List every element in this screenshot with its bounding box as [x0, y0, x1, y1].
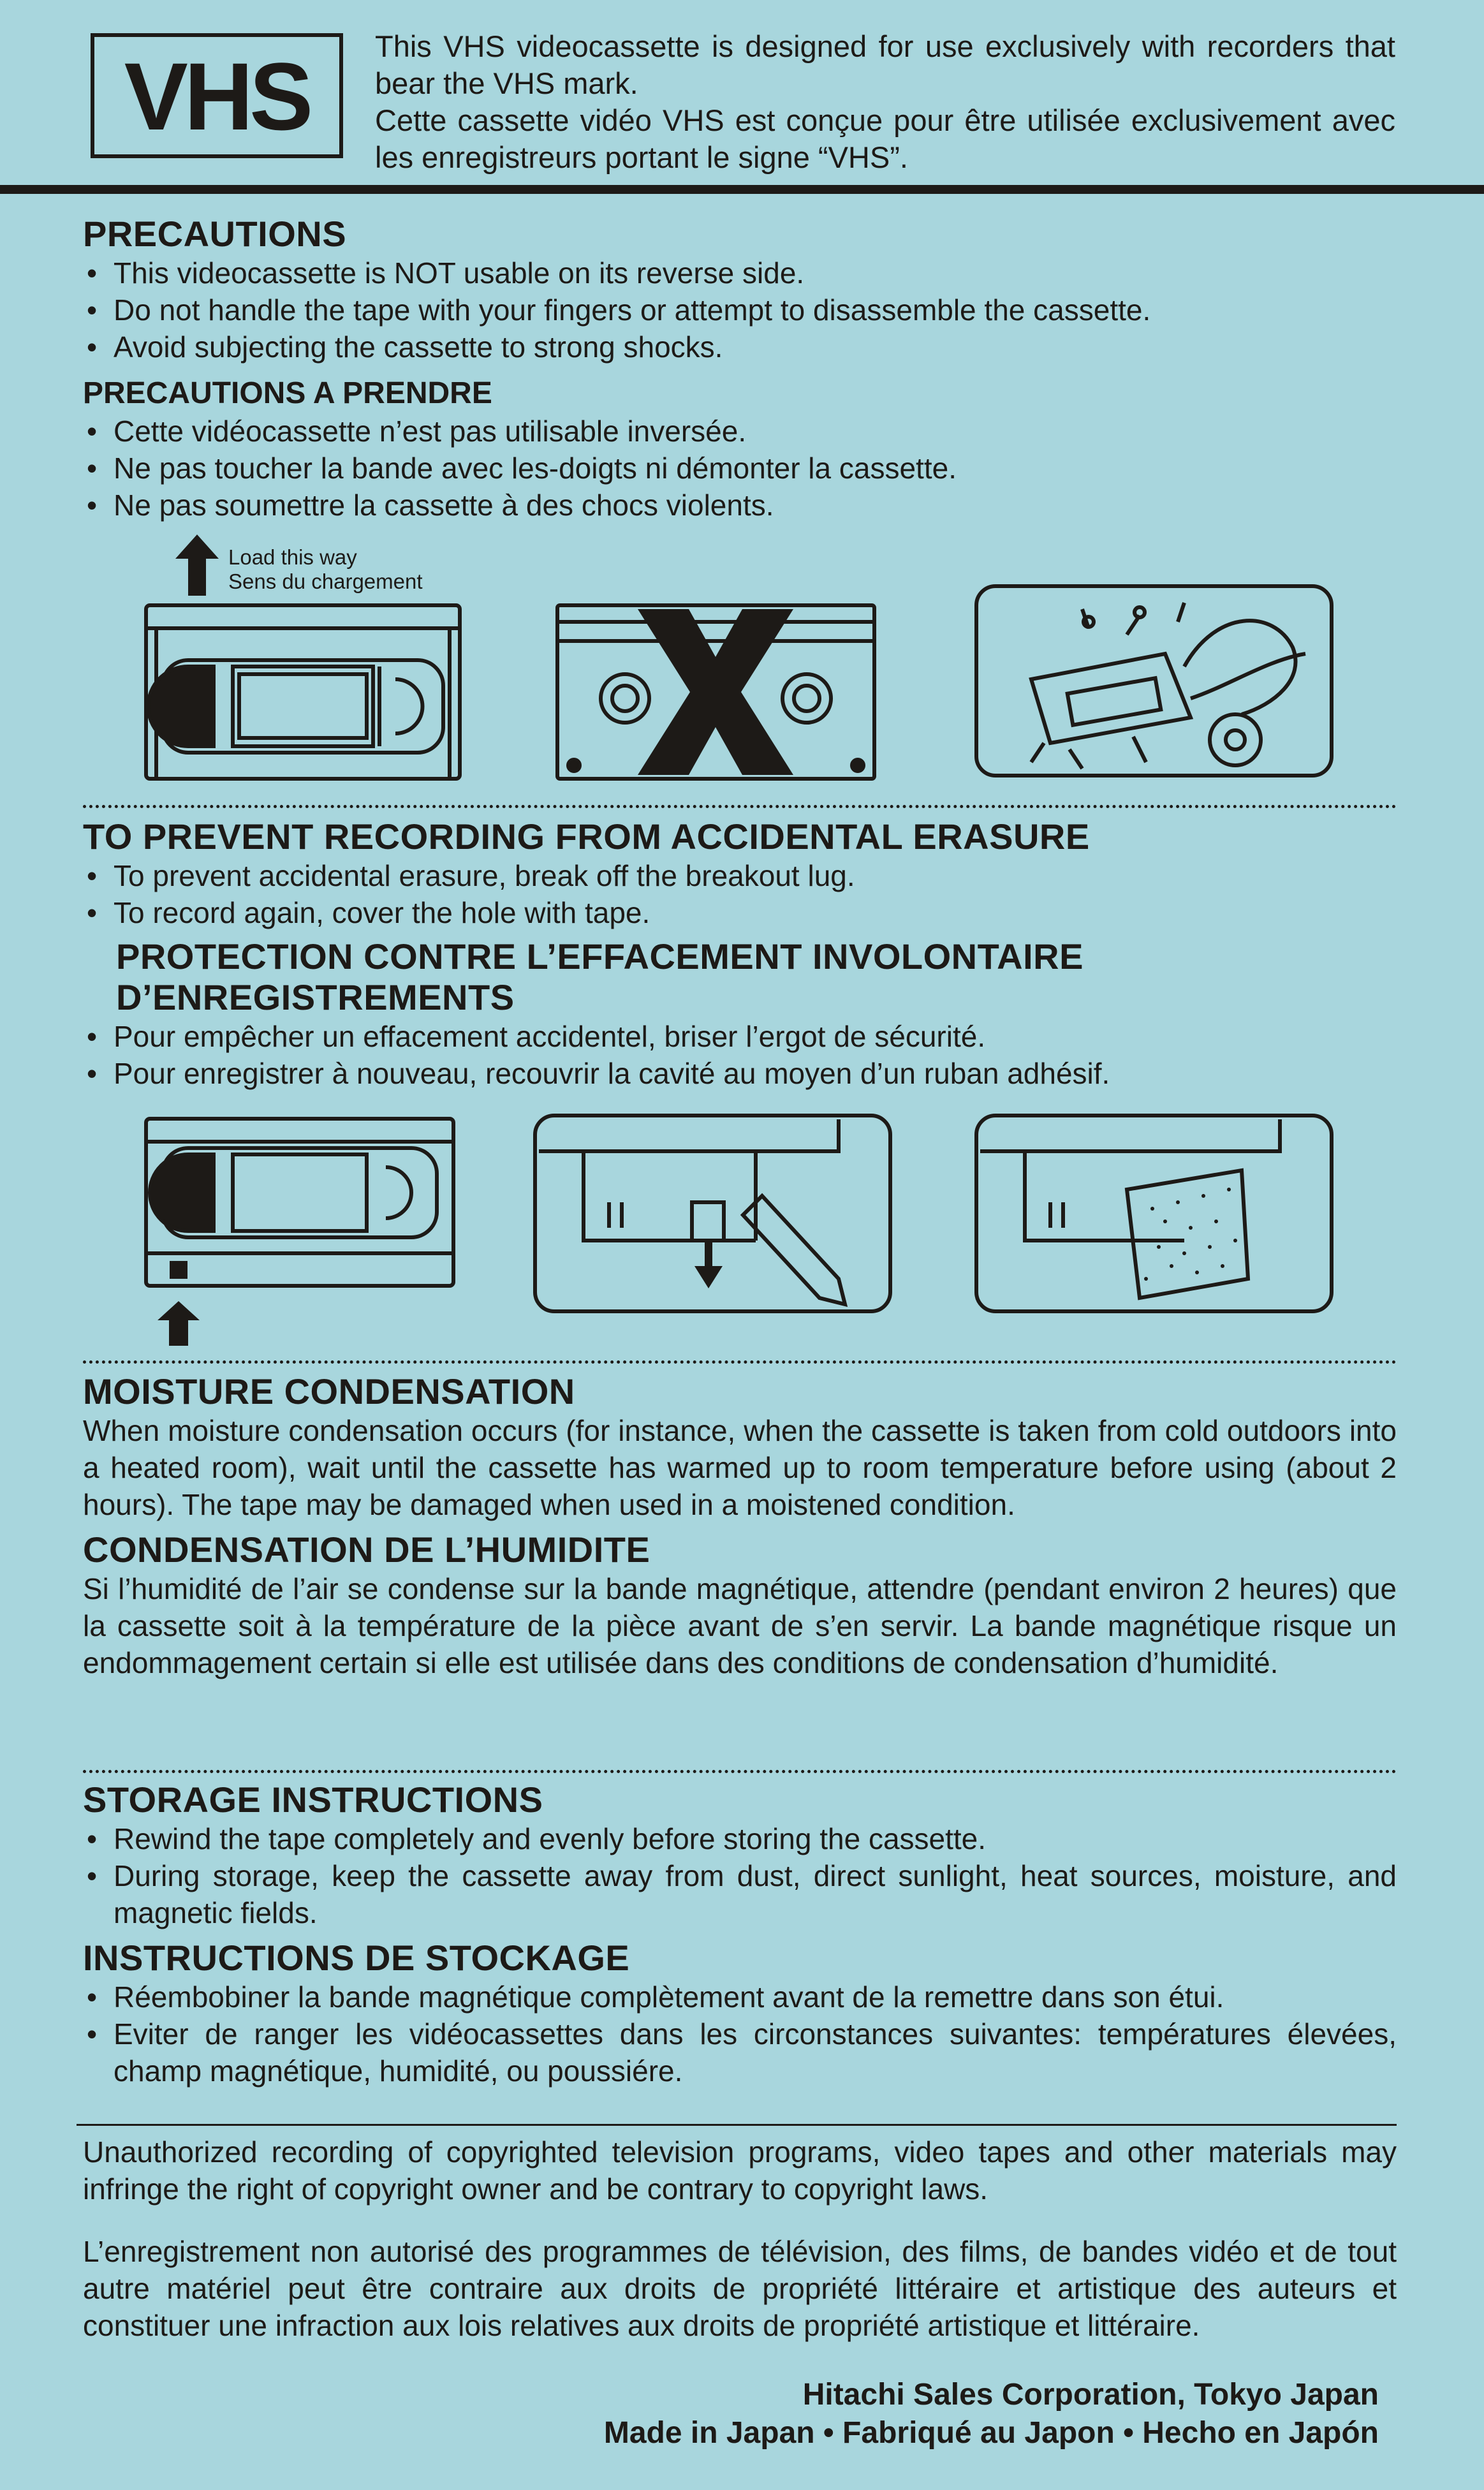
cover-hole-illustration	[974, 1113, 1334, 1314]
damaged-cassette-illustration	[974, 584, 1334, 778]
load-label-en: Load this way	[228, 545, 357, 569]
erasure-list-fr	[83, 1018, 1397, 1092]
precautions-section	[83, 214, 1397, 524]
list-item: • To record again, cover the hole with tape.	[83, 894, 1397, 931]
erasure-title-fr-line1: PROTECTION CONTRE L’EFFACEMENT INVOLONTAIRE	[116, 936, 1084, 976]
load-label-fr: Sens du chargement	[228, 570, 423, 593]
company-name: Hitachi Sales Corporation, Tokyo Japan	[802, 2378, 1379, 2412]
load-direction-label	[228, 545, 423, 594]
origin-line: Made in Japan • Fabriqué au Japon • Hecho en Japón	[603, 2416, 1379, 2450]
copyright-fr: L’enregistrement non autorisé des programmes de télévision, des films, de bandes vidéo et de tout autre matériel peut être contraire aux droits de propriété littéraire et artistique des auteurs et constituer une infraction aux lois relatives aux droits de propriété artistique et littéraire.	[83, 2235, 1397, 2342]
precautions-list-fr	[83, 413, 1397, 524]
erasure-title-fr	[83, 936, 1397, 1018]
list-item: • Pour empêcher un effacement accidentel, briser l’ergot de sécurité.	[83, 1018, 1397, 1055]
storage-title-fr: INSTRUCTIONS DE STOCKAGE	[83, 1938, 630, 1978]
moisture-title: MOISTURE CONDENSATION	[83, 1371, 575, 1411]
cassette-lug-illustration	[143, 1116, 456, 1346]
section-divider	[83, 805, 1397, 808]
list-item: • This videocassette is NOT usable on its reverse side.	[83, 254, 1397, 291]
precautions-list-en	[83, 254, 1397, 365]
breakout-lug-illustration	[533, 1113, 893, 1314]
list-item: • Ne pas soumettre la cassette à des chocs violents.	[83, 487, 1397, 524]
header-divider	[0, 185, 1484, 194]
cassette-front-illustration	[143, 603, 462, 781]
erasure-section	[83, 816, 1397, 1092]
storage-section	[83, 1779, 1397, 2089]
list-item: • During storage, keep the cassette away from dust, direct sunlight, heat sources, moisture, and magnetic fields.	[83, 1857, 1397, 1931]
precautions-title-fr: PRECAUTIONS A PRENDRE	[83, 376, 492, 410]
moisture-section	[83, 1371, 1397, 1681]
header-notice-fr: Cette cassette vidéo VHS est conçue pour être utilisée exclusivement avec les enregistreurs portant le signe “VHS”.	[375, 103, 1395, 174]
list-item: • Ne pas toucher la bande avec les-doigts ni démonter la cassette.	[83, 450, 1397, 487]
do-not-disassemble-illustration	[555, 603, 877, 781]
erasure-title: TO PREVENT RECORDING FROM ACCIDENTAL ERASURE	[83, 816, 1090, 857]
vhs-logo-text: VHS	[124, 48, 310, 144]
list-item: • Rewind the tape completely and evenly before storing the cassette.	[83, 1820, 1397, 1857]
list-item: • Eviter de ranger les vidéocassettes dans les circonstances suivantes: températures élevées, champ magnétique, humidité, ou poussiére.	[83, 2015, 1397, 2089]
load-arrow-icon	[175, 534, 219, 596]
vhs-logo	[91, 33, 343, 158]
copyright-en: Unauthorized recording of copyrighted television programs, video tapes and other materials may infringe the right of copyright owner and be contrary to copyright laws.	[83, 2135, 1397, 2206]
moisture-text-en: When moisture condensation occurs (for instance, when the cassette is taken from cold outdoors into a heated room), wait until the cassette has warmed up to room temperature before using (about 2 hours). The tape may be damaged when used in a moistened condition.	[83, 1414, 1397, 1521]
header-notice-en: This VHS videocassette is designed for use exclusively with recorders that bear the VHS mark.	[375, 29, 1395, 100]
moisture-text-fr: Si l’humidité de l’air se condense sur la bande magnétique, attendre (pendant environ 2 heures) que la cassette soit à la température de la pièce avant de s’en servir. La bande magnétique risque un endommagement certain si elle est utilisée dans des conditions de condensation d’humidité.	[83, 1572, 1397, 1679]
list-item: • Do not handle the tape with your fingers or attempt to disassemble the cassette.	[83, 291, 1397, 328]
list-item: • Avoid subjecting the cassette to strong shocks.	[83, 328, 1397, 365]
section-divider	[83, 1360, 1397, 1364]
storage-list-fr	[83, 1978, 1397, 2089]
vhs-logo-mark	[108, 48, 325, 144]
header-notice	[375, 28, 1395, 176]
list-item: • Cette vidéocassette n’est pas utilisable inversée.	[83, 413, 1397, 450]
erasure-list-en	[83, 857, 1397, 931]
list-item: • Pour enregistrer à nouveau, recouvrir la cavité au moyen d’un ruban adhésif.	[83, 1055, 1397, 1092]
copyright-section	[83, 2133, 1397, 2344]
storage-list-en	[83, 1820, 1397, 1931]
list-item: • Réembobiner la bande magnétique complètement avant de la remettre dans son étui.	[83, 1978, 1397, 2015]
moisture-title-fr: CONDENSATION DE L’HUMIDITE	[83, 1529, 650, 1570]
storage-title: STORAGE INSTRUCTIONS	[83, 1779, 543, 1820]
section-divider	[83, 1770, 1397, 1773]
copyright-divider	[77, 2124, 1397, 2126]
list-item: • To prevent accidental erasure, break off the breakout lug.	[83, 857, 1397, 894]
erasure-title-fr-line2: D’ENREGISTREMENTS	[116, 977, 515, 1017]
precautions-title: PRECAUTIONS	[83, 214, 347, 254]
